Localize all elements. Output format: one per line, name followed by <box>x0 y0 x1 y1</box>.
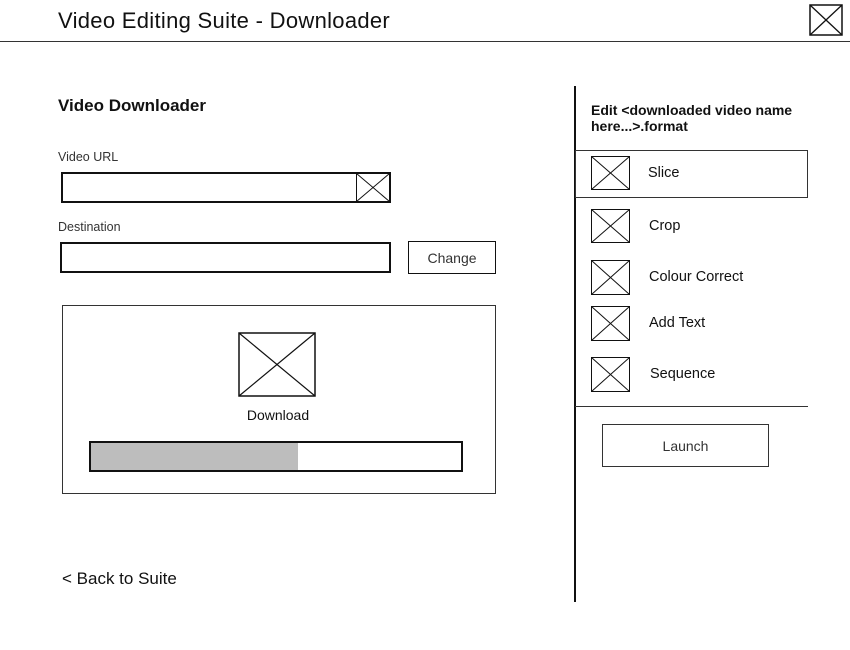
video-url-input[interactable] <box>61 172 391 203</box>
image-placeholder-icon <box>591 156 630 190</box>
tool-label-add-text: Add Text <box>649 315 706 331</box>
tool-label-crop: Crop <box>649 218 681 234</box>
image-placeholder-icon <box>591 260 630 295</box>
download-label: Download <box>246 407 310 423</box>
clear-x-icon[interactable] <box>356 173 390 202</box>
tool-label-sequence: Sequence <box>650 366 716 382</box>
tool-label-colour-correct: Colour Correct <box>649 269 744 285</box>
video-url-label: Video URL <box>58 150 119 164</box>
app-title: Video Editing Suite - Downloader <box>58 8 391 33</box>
back-to-suite-link[interactable]: < Back to Suite <box>62 569 177 588</box>
section-title: Video Downloader <box>58 96 206 115</box>
tool-label-slice: Slice <box>648 165 680 181</box>
header-divider <box>0 41 850 42</box>
image-placeholder-icon[interactable] <box>238 332 316 397</box>
tool-list-divider <box>575 406 808 407</box>
change-button[interactable]: Change <box>408 241 496 274</box>
destination-input[interactable] <box>60 242 391 273</box>
launch-button[interactable]: Launch <box>602 424 769 467</box>
edit-panel-title: Edit <downloaded video name here...>.format <box>591 102 793 134</box>
image-placeholder-icon <box>591 357 630 392</box>
close-x-icon[interactable] <box>809 4 843 36</box>
image-placeholder-icon <box>591 209 630 243</box>
image-placeholder-icon <box>591 306 630 341</box>
destination-label: Destination <box>58 220 121 234</box>
download-progress-bar <box>89 441 463 472</box>
progress-fill <box>91 443 298 470</box>
